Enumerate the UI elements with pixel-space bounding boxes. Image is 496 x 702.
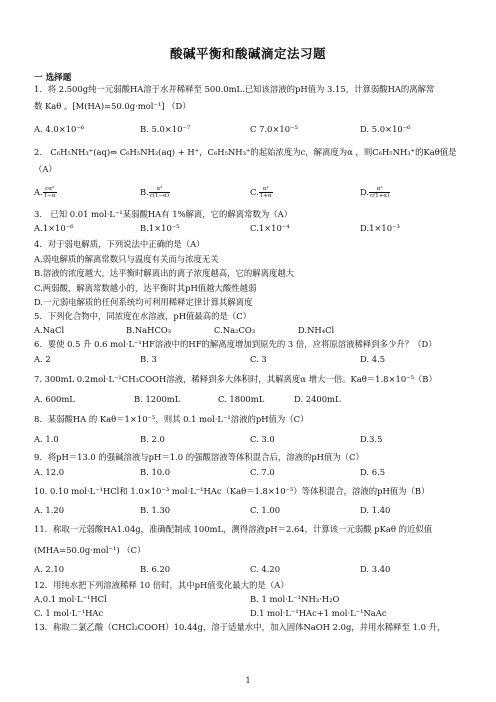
- option-d: D. $\frac{\text{α²}}{c(1+\alpha)}$: [360, 186, 390, 199]
- option-c: C. 7.0: [250, 467, 275, 477]
- option-a: A.1×10⁻⁶: [34, 223, 74, 233]
- option-a: A. 2: [34, 354, 51, 364]
- option-b: B. 1200mL: [134, 394, 181, 404]
- page-title: 酸碱平衡和酸碱滴定法习题: [169, 46, 326, 61]
- question-3-line-1: 3． 已知 0.01 mol·L⁻¹某弱酸HA有 1%解离，它的解离常数为（A）: [34, 209, 293, 219]
- question-13-line-1: 13．称取二氯乙酸（CHCl₂COOH）10.44g，溶于适量水中，加入固体NaOH 2.0g，并用水稀释至 1.0 升，: [34, 622, 446, 632]
- option-c: C. 1 mol·L⁻¹HAc: [34, 608, 104, 618]
- question-9-line-1: 9．将pH＝13.0 的强碱溶液与pH＝1.0 的强酸溶液等体积混合后，溶液的pH值为（C）: [34, 452, 364, 462]
- option-d: D. 2400mL: [294, 394, 341, 404]
- question-10-line-1: 10. 0.10 mol·L⁻¹HCl和 1.0×10⁻³ mol·L⁻¹HAc（Kaθ＝1.8×10⁻⁵）等体积混合，溶液的pH值为（B）: [34, 486, 430, 496]
- question-2-line-2: （A）: [34, 164, 57, 174]
- option-d: D.1 mol·L⁻¹HAc+1 mol·L⁻¹NaAc: [250, 608, 387, 618]
- question-4-option-b: B.溶液的浓度越大，达平衡时解离出的离子浓度越高，它的解离度越大: [34, 268, 295, 278]
- option-b: B.1×10⁻⁵: [140, 223, 180, 233]
- option-d: D.1×10⁻³: [360, 223, 400, 233]
- option-a: A.NaCl: [34, 325, 65, 335]
- option-a: A. 600mL: [34, 394, 75, 404]
- question-1-line-1: 1．将 2.500g纯一元弱酸HA溶于水并稀释至 500.0mL.已知该溶液的pH值为 3.15，计算弱酸HA的离解常: [34, 84, 435, 94]
- fraction: $\frac{\text{α²}}{1+\alpha}$: [259, 186, 272, 199]
- option-b: B. 1.30: [140, 505, 171, 515]
- option-d: D. 6.5: [360, 467, 386, 477]
- option-d: D. 3.40: [360, 564, 391, 574]
- option-b: B. 3: [140, 354, 157, 364]
- option-a: A. 12.0: [34, 467, 65, 477]
- option-d: D. 4.5: [360, 354, 386, 364]
- option-c: C. 1800mL: [218, 394, 265, 404]
- option-b: B. 5.0×10⁻⁷: [140, 124, 191, 134]
- option-a: A. 1.20: [34, 505, 65, 515]
- option-c: C. 3: [250, 354, 267, 364]
- option-b: B. $\frac{\text{α²}}{c(1-\alpha)}$: [140, 186, 170, 199]
- option-c: C. 1.00: [250, 505, 281, 515]
- fraction: $\frac{\text{α²}}{c(1+\alpha)}$: [370, 186, 390, 199]
- question-1-line-2: 数 Kaθ 。[M(HA)=50.0g·mol⁻¹] （D）: [34, 101, 191, 111]
- option-b: B. 2.0: [140, 434, 165, 444]
- option-c: C. 3.0: [250, 434, 275, 444]
- question-11-line-2: (MHA=50.0g·mol⁻¹) （C）: [34, 545, 146, 555]
- option-a: A. 1.0: [34, 434, 59, 444]
- question-7-line-1: 7. 300mL 0.2mol·L⁻¹CH₃COOH溶液，稀释到多大体积时，其解离度α 增大一倍。Kaθ＝1.8×10⁻⁵（B）: [34, 374, 437, 384]
- option-c: C 7.0×10⁻⁵: [250, 124, 298, 134]
- question-4-option-c: C.两弱酸，解离常数越小的，达平衡时其pH值越大酸性越弱: [34, 283, 257, 293]
- option-a: A. $\frac{\text{cα²}}{1-\alpha}$: [34, 186, 56, 199]
- option-c: C. $\frac{\text{α²}}{1+\alpha}$: [250, 186, 272, 199]
- question-5-line-1: 5．下列化合物中，同浓度在水溶液，pH值最高的是（C）: [34, 311, 252, 321]
- option-a: A.0.1 mol·L⁻¹HCl: [34, 594, 107, 604]
- option-a: A. 2.10: [34, 564, 65, 574]
- question-12-line-1: 12．用纯水把下列溶液稀释 10 倍时，其中pH值变化最大的是（A）: [34, 580, 289, 590]
- option-b: B. 6.20: [140, 564, 171, 574]
- option-c: C. 4.20: [250, 564, 281, 574]
- option-d: D.NH₄Cl: [298, 325, 335, 335]
- option-d: D.3.5: [360, 434, 383, 444]
- option-b: B. 1 mol·L⁻¹NH₃·H₂O: [250, 594, 340, 604]
- question-11-line-1: 11．称取一元弱酸HA1.04g，准确配制成 100mL，测得溶液pH＝2.64，计算该一元弱酸 pKaθ 的近似值: [34, 524, 433, 534]
- question-6-line-1: 6．要使 0.5 升 0.6 mol·L⁻¹HF溶液中的HF的解离度增加到原先的 3 倍，应将原溶液稀释到多少升？（D）: [34, 339, 437, 349]
- option-b: B.NaHCO₃: [126, 325, 172, 335]
- fraction: $\frac{\text{α²}}{c(1-\alpha)}$: [149, 186, 170, 199]
- option-c: C.Na₂CO₃: [214, 325, 256, 335]
- page-number: 1: [245, 676, 251, 685]
- section-heading: 一 选择题: [34, 73, 72, 83]
- option-c: C.1×10⁻⁴: [250, 223, 290, 233]
- option-a: A. 4.0×10⁻⁶: [34, 124, 85, 134]
- question-2-line-1: 2． C₆H₅NH₃⁺(aq)⇔ C₆H₅NH₂(aq) + H⁺，C₆H₅NH₃⁺的起始浓度为c，解离度为α ，则C₆H₅NH₃⁺的Kaθ值是: [34, 147, 457, 157]
- option-d: D. 5.0×10⁻⁶: [360, 124, 411, 134]
- question-8-line-1: 8．某弱酸HA 的 Kaθ＝1×10⁻⁵，则其 0.1 mol·L⁻¹溶液的pH值为（C）: [34, 414, 309, 424]
- option-b: B. 10.0: [140, 467, 171, 477]
- fraction: $\frac{\text{cα²}}{1-\alpha}$: [43, 186, 56, 199]
- question-4-option-d: D.一元弱电解质的任何系统均可利用稀释定律计算其解离度: [34, 297, 253, 307]
- question-4-line-1: 4．对于弱电解质，下列说法中正确的是（A）: [34, 239, 205, 249]
- question-4-option-a: A.弱电解质的解离常数只与温度有关而与浓度无关: [34, 254, 219, 264]
- option-d: D. 1.40: [360, 505, 391, 515]
